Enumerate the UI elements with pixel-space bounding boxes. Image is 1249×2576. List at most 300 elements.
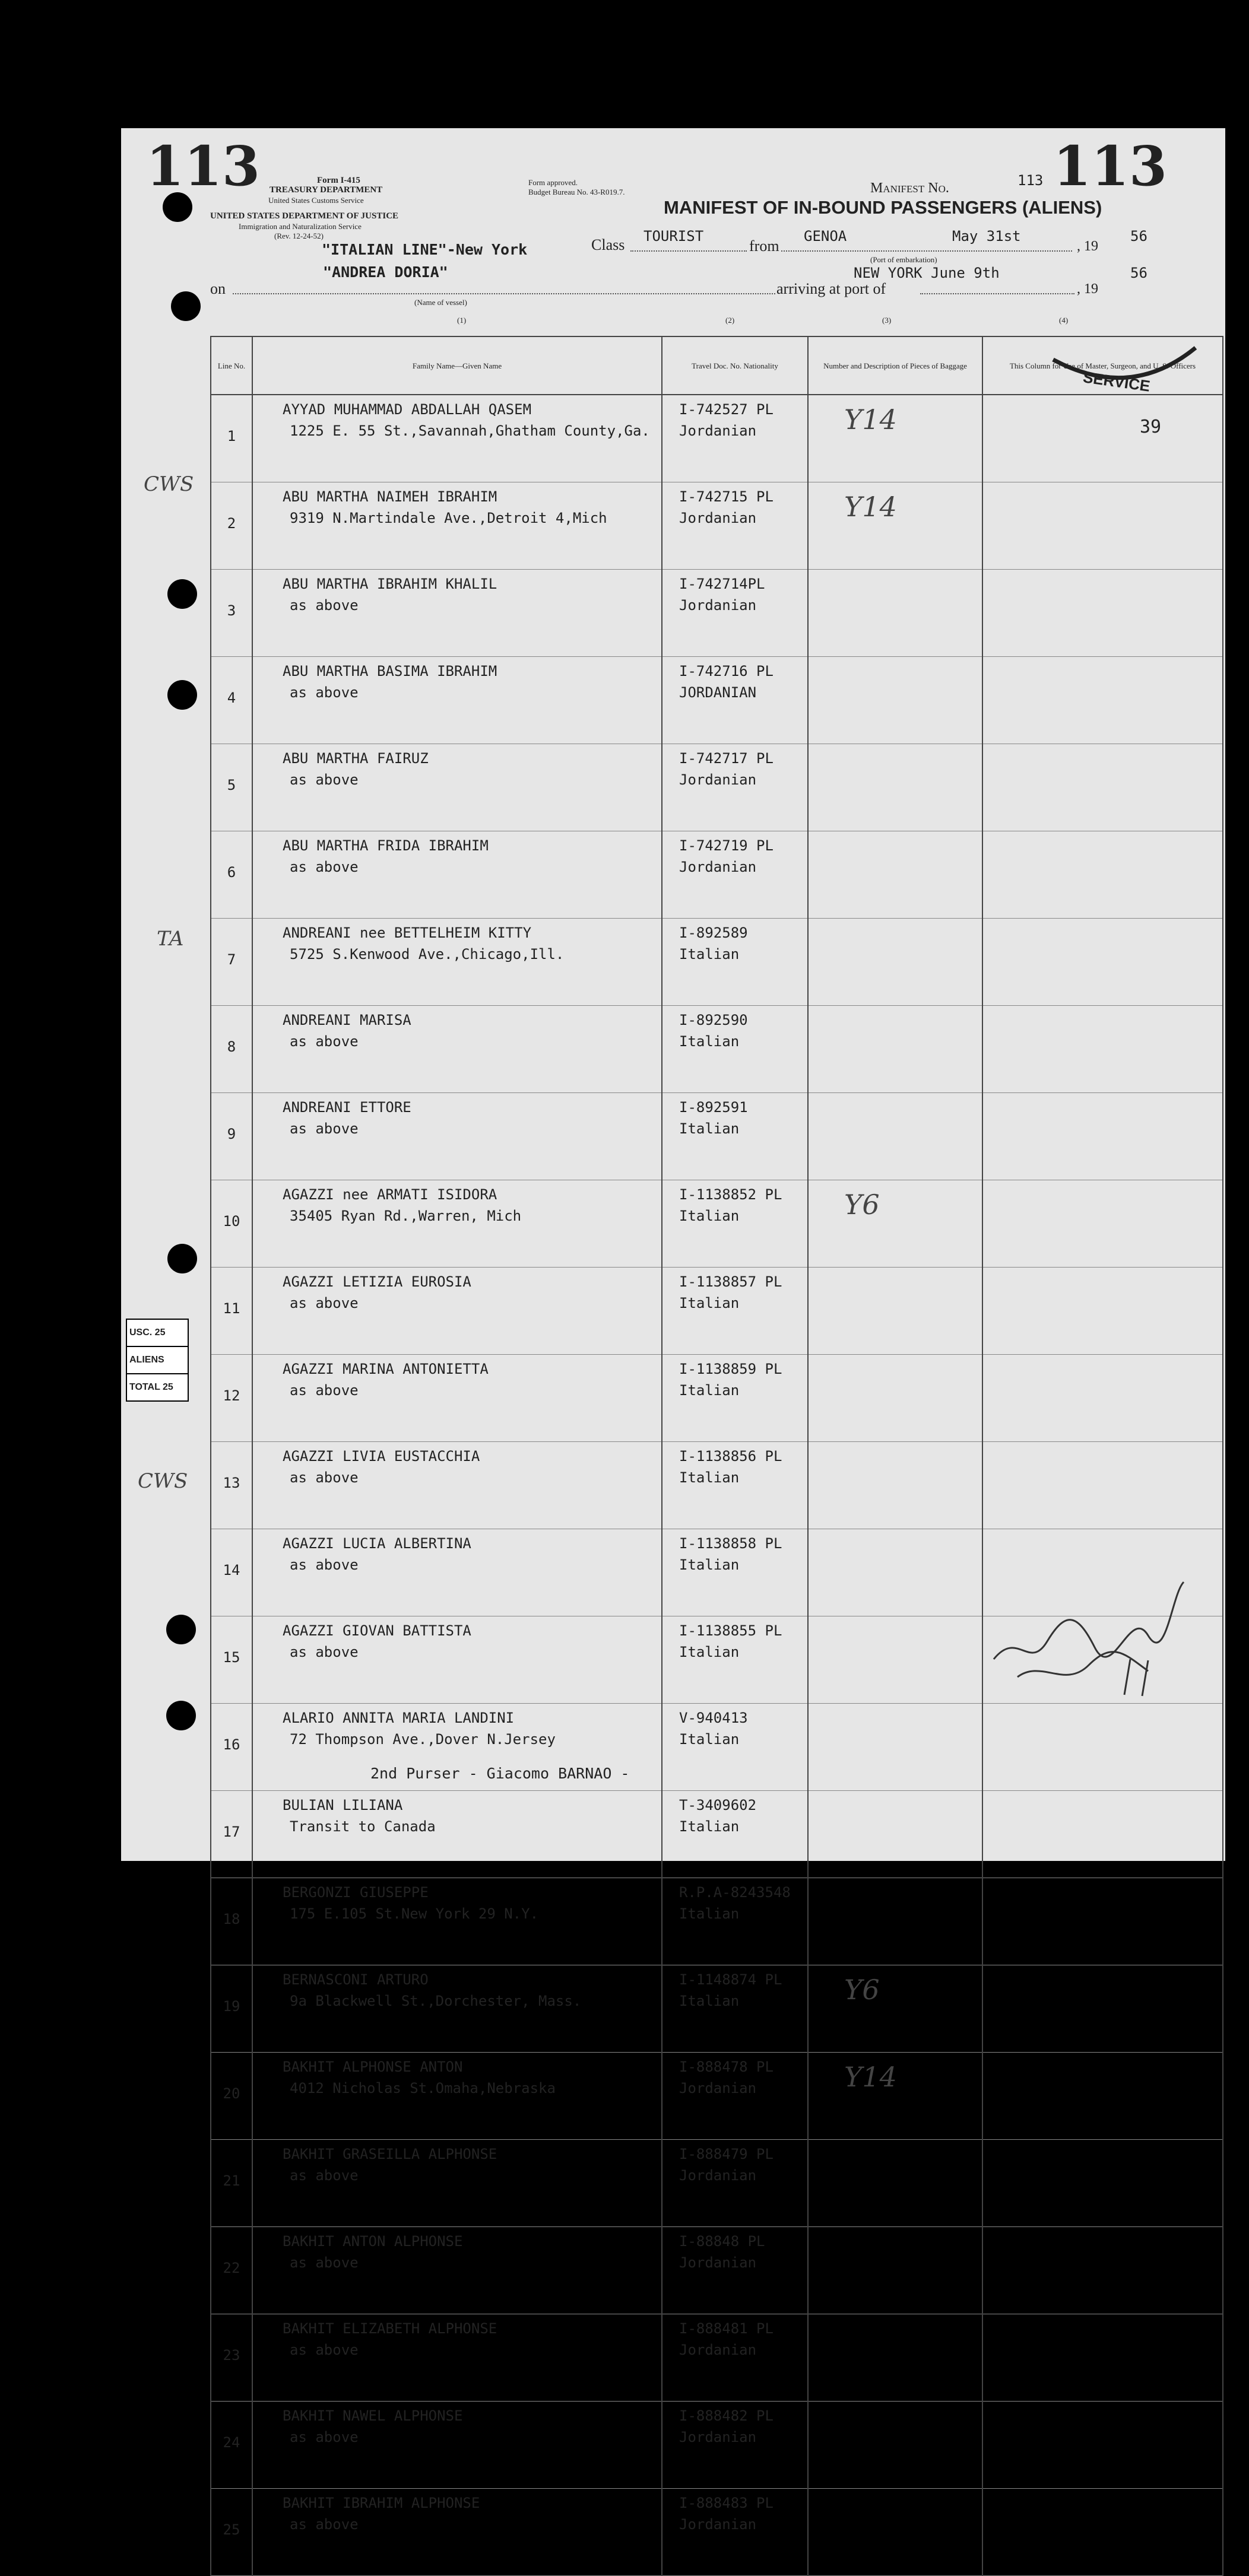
passenger-name-cell bbox=[252, 1268, 662, 1355]
table-row bbox=[211, 2402, 1223, 2489]
line-number: 12 bbox=[211, 1355, 252, 1442]
baggage-cell bbox=[808, 744, 982, 831]
passenger-name-cell bbox=[252, 2053, 662, 2140]
passenger-name: BAKHIT ELIZABETH ALPHONSE bbox=[283, 2320, 497, 2337]
line-number: 24 bbox=[211, 2402, 252, 2489]
nationality: Italian bbox=[679, 1731, 740, 1748]
line-number: 18 bbox=[211, 1878, 252, 1965]
table-row bbox=[211, 1442, 1223, 1529]
passenger-address: 72 Thompson Ave.,Dover N.Jersey bbox=[290, 1731, 556, 1748]
table-row bbox=[211, 1704, 1223, 1791]
col-num-3: (3) bbox=[882, 316, 892, 325]
travel-doc-number: I-892591 bbox=[679, 1099, 748, 1116]
officer-use-cell bbox=[982, 1878, 1223, 1965]
justice-dept: UNITED STATES DEPARTMENT OF JUSTICE bbox=[210, 211, 399, 221]
travel-doc-number: I-742719 PL bbox=[679, 837, 774, 854]
officer-use-cell bbox=[982, 1093, 1223, 1180]
passenger-address: as above bbox=[290, 1295, 359, 1311]
travel-doc-cell bbox=[662, 657, 808, 744]
nationality: Jordanian bbox=[679, 2254, 757, 2271]
baggage-count: Y14 bbox=[844, 404, 897, 436]
year-2: 56 bbox=[1130, 265, 1147, 281]
nationality: Italian bbox=[679, 1033, 740, 1050]
vessel-caption: (Name of vessel) bbox=[414, 298, 467, 307]
baggage-count: Y14 bbox=[844, 2061, 897, 2093]
baggage-cell bbox=[808, 1704, 982, 1791]
baggage-cell bbox=[808, 1878, 982, 1965]
table-row bbox=[211, 919, 1223, 1006]
margin-note: CWS bbox=[144, 472, 194, 496]
nationality: Italian bbox=[679, 1993, 740, 2009]
from-label: from bbox=[749, 237, 779, 255]
line-number: 21 bbox=[211, 2140, 252, 2227]
table-header-row bbox=[211, 336, 1223, 395]
passenger-address: 9a Blackwell St.,Dorchester, Mass. bbox=[290, 1993, 582, 2009]
passenger-name-cell bbox=[252, 2140, 662, 2227]
nationality: Jordanian bbox=[679, 423, 757, 439]
passenger-name: ANDREANI nee BETTELHEIM KITTY bbox=[283, 925, 532, 941]
passenger-name: ABU MARTHA NAIMEH IBRAHIM bbox=[283, 488, 497, 505]
form-number: Form I-415 bbox=[317, 176, 360, 185]
col-baggage: Number and Description of Pieces of Baggage bbox=[808, 336, 982, 395]
arrival-line bbox=[920, 293, 1074, 294]
travel-doc-number: I-742714PL bbox=[679, 576, 765, 592]
table-row bbox=[211, 2053, 1223, 2140]
table-row bbox=[211, 2140, 1223, 2227]
officer-use-cell bbox=[982, 2140, 1223, 2227]
baggage-cell bbox=[808, 1006, 982, 1093]
travel-doc-number: I-742715 PL bbox=[679, 488, 774, 505]
officer-use-cell bbox=[982, 482, 1223, 570]
nationality: Jordanian bbox=[679, 510, 757, 526]
nationality: Jordanian bbox=[679, 2080, 757, 2097]
nationality: Italian bbox=[679, 1818, 740, 1835]
passenger-name: AGAZZI MARINA ANTONIETTA bbox=[283, 1361, 489, 1377]
passenger-address: 5725 S.Kenwood Ave.,Chicago,Ill. bbox=[290, 946, 565, 963]
passenger-address: as above bbox=[290, 2254, 359, 2271]
officer-use-cell bbox=[982, 2402, 1223, 2489]
col-num-1: (1) bbox=[457, 316, 467, 325]
passenger-name-cell bbox=[252, 1006, 662, 1093]
passenger-name: ABU MARTHA BASIMA IBRAHIM bbox=[283, 663, 497, 679]
line-number: 19 bbox=[211, 1965, 252, 2053]
port-caption: (Port of embarkation) bbox=[870, 255, 937, 264]
officer-use-cell bbox=[982, 2053, 1223, 2140]
line-number: 13 bbox=[211, 1442, 252, 1529]
travel-doc-number: I-1138852 PL bbox=[679, 1186, 782, 1203]
nationality: Jordanian bbox=[679, 859, 757, 875]
year-prefix-2: , 19 bbox=[1077, 281, 1098, 297]
officer-use-cell bbox=[982, 2314, 1223, 2402]
nationality: Italian bbox=[679, 1644, 740, 1660]
vessel-line bbox=[233, 293, 775, 294]
treasury-dept: TREASURY DEPARTMENT bbox=[270, 185, 383, 195]
line-number: 23 bbox=[211, 2314, 252, 2402]
line-number: 8 bbox=[211, 1006, 252, 1093]
line-number: 4 bbox=[211, 657, 252, 744]
table-row bbox=[211, 1965, 1223, 2053]
officer-use-cell bbox=[982, 1791, 1223, 1878]
passenger-name: ABU MARTHA FAIRUZ bbox=[283, 750, 429, 767]
table-row bbox=[211, 1006, 1223, 1093]
travel-doc-number: I-892590 bbox=[679, 1012, 748, 1028]
travel-doc-cell bbox=[662, 2227, 808, 2314]
nationality: Italian bbox=[679, 1905, 740, 1922]
passenger-address: as above bbox=[290, 1557, 359, 1573]
year-prefix-1: , 19 bbox=[1077, 239, 1098, 254]
passenger-name: BAKHIT ALPHONSE ANTON bbox=[283, 2059, 463, 2075]
total-count: TOTAL 25 bbox=[129, 1382, 173, 1392]
punch-hole bbox=[167, 680, 197, 710]
passenger-name-cell bbox=[252, 2227, 662, 2314]
line-number: 15 bbox=[211, 1616, 252, 1704]
officer-use-cell bbox=[982, 1442, 1223, 1529]
travel-doc-number: I-888483 PL bbox=[679, 2495, 774, 2511]
aliens-count: ALIENS bbox=[127, 1347, 188, 1374]
col-family-name: Family Name—Given Name bbox=[252, 336, 662, 395]
arriving-label: arriving at port of bbox=[776, 280, 886, 297]
line-number: 17 bbox=[211, 1791, 252, 1878]
passenger-address: as above bbox=[290, 771, 359, 788]
line-name: "ITALIAN LINE"-New York bbox=[322, 241, 528, 258]
travel-doc-cell bbox=[662, 1965, 808, 2053]
travel-doc-number: I-742527 PL bbox=[679, 401, 774, 418]
manifest-no-value: 113 bbox=[1017, 172, 1044, 189]
baggage-cell bbox=[808, 395, 982, 482]
passenger-address: 175 E.105 St.New York 29 N.Y. bbox=[290, 1905, 539, 1922]
travel-doc-cell bbox=[662, 1529, 808, 1616]
baggage-cell bbox=[808, 1442, 982, 1529]
travel-doc-cell bbox=[662, 1704, 808, 1791]
line-number: 20 bbox=[211, 2053, 252, 2140]
travel-doc-cell bbox=[662, 1180, 808, 1268]
travel-doc-number: I-1138858 PL bbox=[679, 1535, 782, 1552]
officer-use-cell bbox=[982, 1180, 1223, 1268]
table-row bbox=[211, 2489, 1223, 2576]
passenger-name: ABU MARTHA FRIDA IBRAHIM bbox=[283, 837, 489, 854]
passenger-name-cell bbox=[252, 395, 662, 482]
table-row bbox=[211, 1268, 1223, 1355]
officer-use-cell bbox=[982, 657, 1223, 744]
travel-doc-number: I-888478 PL bbox=[679, 2059, 774, 2075]
line-number: 6 bbox=[211, 831, 252, 919]
officer-use-cell bbox=[982, 395, 1223, 482]
manifest-title: MANIFEST OF IN-BOUND PASSENGERS (ALIENS) bbox=[664, 197, 1102, 218]
class-label: Class bbox=[591, 236, 625, 253]
travel-doc-number: I-888482 PL bbox=[679, 2407, 774, 2424]
passenger-address: 9319 N.Martindale Ave.,Detroit 4,Mich bbox=[290, 510, 607, 526]
passenger-address: as above bbox=[290, 1469, 359, 1486]
line-number: 1 bbox=[211, 395, 252, 482]
travel-doc-number: I-1138859 PL bbox=[679, 1361, 782, 1377]
manifest-no-label: Manifest No. bbox=[870, 180, 949, 196]
col-officer-use: This Column for Use of Master, Surgeon, and U. S. Officers bbox=[982, 336, 1223, 395]
passenger-address: as above bbox=[290, 2429, 359, 2445]
punch-hole bbox=[167, 579, 197, 609]
nationality: Jordanian bbox=[679, 2342, 757, 2358]
baggage-count: Y6 bbox=[844, 1189, 880, 1221]
line-number: 9 bbox=[211, 1093, 252, 1180]
nationality: Italian bbox=[679, 946, 740, 963]
passenger-name-cell bbox=[252, 1355, 662, 1442]
travel-doc-number: V-940413 bbox=[679, 1710, 748, 1726]
count-stamp bbox=[126, 1319, 189, 1402]
travel-doc-number: I-742716 PL bbox=[679, 663, 774, 679]
nationality: Jordanian bbox=[679, 771, 757, 788]
table-row bbox=[211, 482, 1223, 570]
baggage-cell bbox=[808, 1616, 982, 1704]
service-stamp: SERVICE bbox=[1082, 368, 1152, 395]
col-num-4: (4) bbox=[1059, 316, 1069, 325]
travel-doc-cell bbox=[662, 2053, 808, 2140]
passenger-address: as above bbox=[290, 684, 359, 701]
passenger-name: ANDREANI MARISA bbox=[283, 1012, 411, 1028]
passenger-name: AGAZZI nee ARMATI ISIDORA bbox=[283, 1186, 497, 1203]
table-row bbox=[211, 744, 1223, 831]
passenger-address: 1225 E. 55 St.,Savannah,Ghatham County,Ga. bbox=[290, 423, 650, 439]
passenger-name-cell bbox=[252, 919, 662, 1006]
passenger-name-cell bbox=[252, 1616, 662, 1704]
passenger-name: AGAZZI LETIZIA EUROSIA bbox=[283, 1273, 471, 1290]
nationality: Jordanian bbox=[679, 2429, 757, 2445]
travel-doc-cell bbox=[662, 482, 808, 570]
officer-use-cell bbox=[982, 831, 1223, 919]
travel-doc-number: I-1138857 PL bbox=[679, 1273, 782, 1290]
line-number: 7 bbox=[211, 919, 252, 1006]
baggage-cell bbox=[808, 1268, 982, 1355]
officer-use-cell bbox=[982, 1268, 1223, 1355]
travel-doc-cell bbox=[662, 1006, 808, 1093]
passenger-name-cell bbox=[252, 2314, 662, 2402]
customs-service: United States Customs Service bbox=[268, 196, 364, 205]
nationality: Italian bbox=[679, 1469, 740, 1486]
officer-use-cell bbox=[982, 919, 1223, 1006]
passenger-name-cell bbox=[252, 831, 662, 919]
passenger-name: AGAZZI LUCIA ALBERTINA bbox=[283, 1535, 471, 1552]
passenger-name: AGAZZI LIVIA EUSTACCHIA bbox=[283, 1448, 480, 1465]
passenger-name: BAKHIT ANTON ALPHONSE bbox=[283, 2233, 463, 2250]
line-number: 14 bbox=[211, 1529, 252, 1616]
nationality: Jordanian bbox=[679, 597, 757, 614]
travel-doc-number: I-888481 PL bbox=[679, 2320, 774, 2337]
travel-doc-cell bbox=[662, 831, 808, 919]
passenger-name-cell bbox=[252, 1878, 662, 1965]
form-approved: Form approved. bbox=[528, 178, 578, 187]
baggage-cell bbox=[808, 482, 982, 570]
baggage-cell bbox=[808, 1965, 982, 2053]
baggage-cell bbox=[808, 2053, 982, 2140]
passenger-name-cell bbox=[252, 1180, 662, 1268]
passenger-name: ANDREANI ETTORE bbox=[283, 1099, 411, 1116]
from-date: May 31st bbox=[952, 228, 1021, 244]
punch-hole bbox=[167, 1244, 197, 1273]
table-row bbox=[211, 1791, 1223, 1878]
baggage-cell bbox=[808, 2402, 982, 2489]
passenger-name-cell bbox=[252, 2402, 662, 2489]
travel-doc-cell bbox=[662, 2489, 808, 2576]
table-row bbox=[211, 1180, 1223, 1268]
nationality: Italian bbox=[679, 1557, 740, 1573]
travel-doc-cell bbox=[662, 1878, 808, 1965]
travel-doc-number: I-742717 PL bbox=[679, 750, 774, 767]
passenger-name: BERGONZI GIUSEPPE bbox=[283, 1884, 429, 1901]
passenger-address: as above bbox=[290, 859, 359, 875]
passenger-name: ALARIO ANNITA MARIA LANDINI bbox=[283, 1710, 515, 1726]
passenger-address: as above bbox=[290, 1382, 359, 1399]
travel-doc-cell bbox=[662, 2402, 808, 2489]
nationality: Jordanian bbox=[679, 2167, 757, 2184]
punch-hole bbox=[166, 1615, 196, 1644]
class-line bbox=[630, 250, 747, 252]
officer-use-cell bbox=[982, 570, 1223, 657]
passenger-address: as above bbox=[290, 1644, 359, 1660]
passenger-name-cell bbox=[252, 1529, 662, 1616]
baggage-cell bbox=[808, 2314, 982, 2402]
table-row bbox=[211, 2227, 1223, 2314]
from-port: GENOA bbox=[804, 228, 847, 244]
class-value: TOURIST bbox=[643, 228, 704, 244]
table-row bbox=[211, 1355, 1223, 1442]
baggage-cell bbox=[808, 1529, 982, 1616]
travel-doc-cell bbox=[662, 1616, 808, 1704]
passenger-address: as above bbox=[290, 597, 359, 614]
travel-doc-number: I-888479 PL bbox=[679, 2146, 774, 2162]
travel-doc-number: I-1138855 PL bbox=[679, 1622, 782, 1639]
budget-bureau: Budget Bureau No. 43-R019.7. bbox=[528, 188, 625, 196]
officer-use-cell bbox=[982, 1006, 1223, 1093]
arrival-info: NEW YORK June 9th bbox=[854, 265, 1000, 281]
punch-hole bbox=[166, 1701, 196, 1730]
passenger-address: as above bbox=[290, 2167, 359, 2184]
passenger-name-cell bbox=[252, 1093, 662, 1180]
usc-count: USC. 25 bbox=[127, 1320, 188, 1347]
nationality: Italian bbox=[679, 1295, 740, 1311]
travel-doc-number: T-3409602 bbox=[679, 1797, 757, 1813]
travel-doc-cell bbox=[662, 1268, 808, 1355]
passenger-name: BERNASCONI ARTURO bbox=[283, 1971, 429, 1988]
travel-doc-cell bbox=[662, 1791, 808, 1878]
travel-doc-number: I-88848 PL bbox=[679, 2233, 765, 2250]
officer-signature bbox=[982, 1558, 1196, 1701]
table-row bbox=[211, 2314, 1223, 2402]
on-label: on bbox=[210, 280, 226, 297]
passenger-name-cell bbox=[252, 482, 662, 570]
passenger-name-cell bbox=[252, 744, 662, 831]
passenger-name: BAKHIT IBRAHIM ALPHONSE bbox=[283, 2495, 480, 2511]
col-travel-doc: Travel Doc. No. Nationality bbox=[662, 336, 808, 395]
passenger-address: 4012 Nicholas St.Omaha,Nebraska bbox=[290, 2080, 556, 2097]
travel-doc-cell bbox=[662, 1442, 808, 1529]
passenger-name: AGAZZI GIOVAN BATTISTA bbox=[283, 1622, 471, 1639]
nationality: Italian bbox=[679, 1382, 740, 1399]
passenger-table bbox=[210, 336, 1223, 2576]
col-num-2: (2) bbox=[725, 316, 735, 325]
passenger-address: as above bbox=[290, 2342, 359, 2358]
line-number: 16 bbox=[211, 1704, 252, 1791]
officer-use-cell bbox=[982, 2489, 1223, 2576]
baggage-cell bbox=[808, 2227, 982, 2314]
table-row bbox=[211, 831, 1223, 919]
table-row bbox=[211, 570, 1223, 657]
corner-number-left: 113 bbox=[146, 134, 261, 198]
baggage-cell bbox=[808, 831, 982, 919]
immigration-service: Immigration and Naturalization Service bbox=[239, 222, 362, 231]
travel-doc-cell bbox=[662, 919, 808, 1006]
table-row bbox=[211, 1093, 1223, 1180]
line-number: 5 bbox=[211, 744, 252, 831]
manifest-sheet bbox=[121, 128, 1225, 2538]
passenger-name: ABU MARTHA IBRAHIM KHALIL bbox=[283, 576, 497, 592]
baggage-cell bbox=[808, 1180, 982, 1268]
passenger-name: AYYAD MUHAMMAD ABDALLAH QASEM bbox=[283, 401, 532, 418]
baggage-cell bbox=[808, 570, 982, 657]
passenger-name-cell bbox=[252, 570, 662, 657]
passenger-name-cell bbox=[252, 1791, 662, 1878]
officer-use-cell bbox=[982, 744, 1223, 831]
passenger-name: BULIAN LILIANA bbox=[283, 1797, 403, 1813]
nationality: Jordanian bbox=[679, 2516, 757, 2533]
revision: (Rev. 12-24-52) bbox=[274, 231, 324, 240]
year-1: 56 bbox=[1130, 228, 1147, 244]
line-number: 11 bbox=[211, 1268, 252, 1355]
passenger-name-cell bbox=[252, 657, 662, 744]
corner-number-right: 113 bbox=[1053, 134, 1168, 198]
passenger-address: as above bbox=[290, 2516, 359, 2533]
travel-doc-cell bbox=[662, 570, 808, 657]
baggage-count: Y6 bbox=[844, 1974, 880, 2006]
travel-doc-cell bbox=[662, 395, 808, 482]
travel-doc-cell bbox=[662, 1093, 808, 1180]
baggage-count: Y14 bbox=[844, 491, 897, 523]
nationality: Italian bbox=[679, 1208, 740, 1224]
passenger-name-cell bbox=[252, 2489, 662, 2576]
table-row bbox=[211, 1878, 1223, 1965]
margin-note: CWS bbox=[138, 1469, 188, 1493]
passenger-address: as above bbox=[290, 1033, 359, 1050]
passenger-name-cell bbox=[252, 1965, 662, 2053]
baggage-cell bbox=[808, 2140, 982, 2227]
passenger-name: BAKHIT NAWEL ALPHONSE bbox=[283, 2407, 463, 2424]
nationality: Italian bbox=[679, 1120, 740, 1137]
travel-doc-number: I-1138856 PL bbox=[679, 1448, 782, 1465]
travel-doc-cell bbox=[662, 2314, 808, 2402]
line-number: 2 bbox=[211, 482, 252, 570]
officer-use-cell bbox=[982, 1965, 1223, 2053]
travel-doc-cell bbox=[662, 744, 808, 831]
margin-note: TA bbox=[157, 927, 184, 951]
officer-use-cell bbox=[982, 2227, 1223, 2314]
col-line-no: Line No. bbox=[211, 336, 252, 395]
passenger-address: 35405 Ryan Rd.,Warren, Mich bbox=[290, 1208, 522, 1224]
baggage-cell bbox=[808, 657, 982, 744]
line-number: 10 bbox=[211, 1180, 252, 1268]
passenger-address: as above bbox=[290, 1120, 359, 1137]
punch-hole bbox=[171, 291, 201, 321]
travel-doc-number: I-892589 bbox=[679, 925, 748, 941]
travel-doc-cell bbox=[662, 1355, 808, 1442]
passenger-name: BAKHIT GRASEILLA ALPHONSE bbox=[283, 2146, 497, 2162]
line-number: 22 bbox=[211, 2227, 252, 2314]
passenger-name-cell bbox=[252, 1442, 662, 1529]
table-row bbox=[211, 395, 1223, 482]
passenger-address: Transit to Canada bbox=[290, 1818, 436, 1835]
line-number: 25 bbox=[211, 2489, 252, 2576]
baggage-cell bbox=[808, 1791, 982, 1878]
from-line bbox=[781, 250, 1072, 252]
baggage-cell bbox=[808, 1093, 982, 1180]
travel-doc-cell bbox=[662, 2140, 808, 2227]
officer-use-cell bbox=[982, 1355, 1223, 1442]
